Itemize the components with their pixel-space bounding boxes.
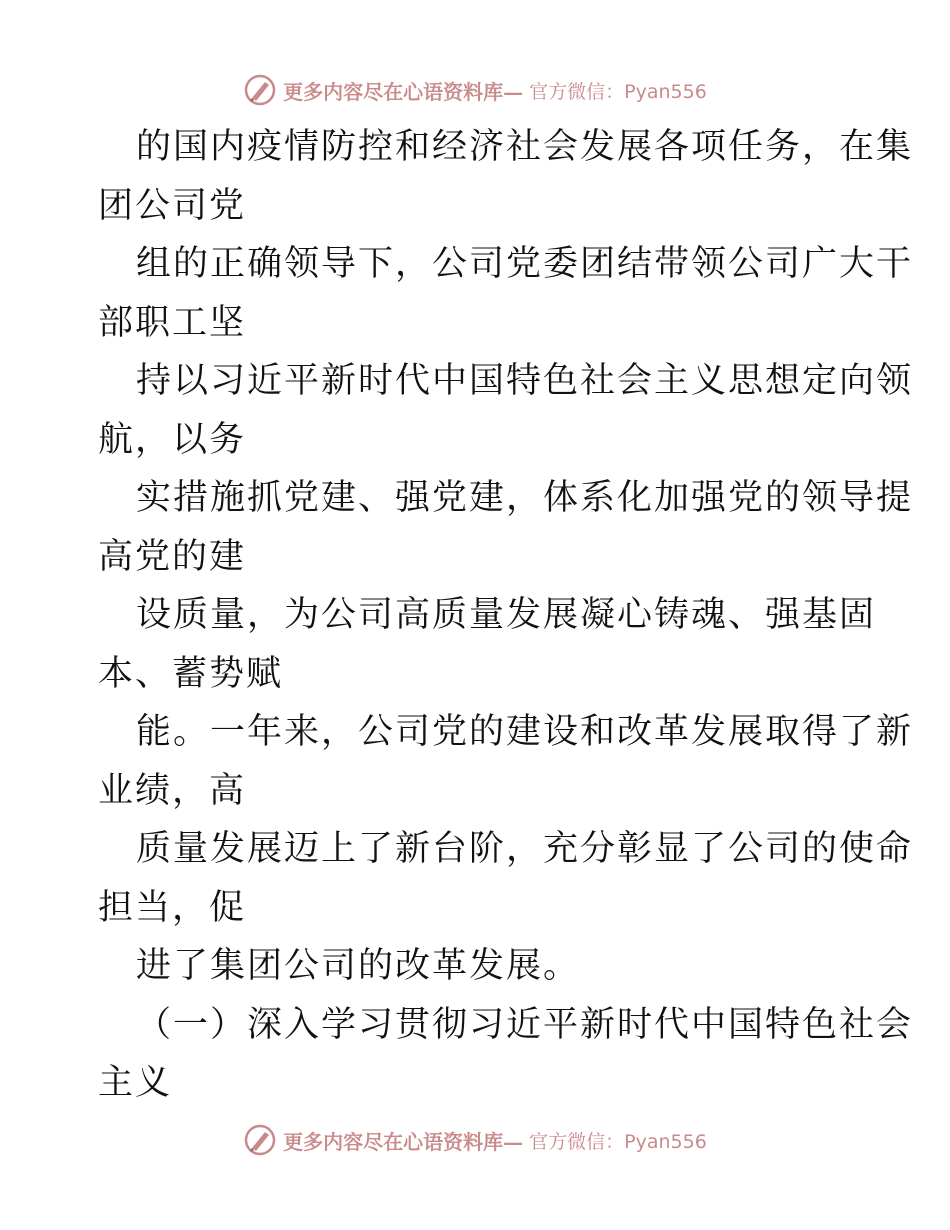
section-heading-line: （一）深入学习贯彻习近平新时代中国特色社会 [136,1004,914,1045]
footer-watermark [0,1120,950,1160]
text-line: 本、蓄势赋 [98,653,284,694]
header-watermark [0,70,950,110]
text-line: 业绩，高 [98,770,247,811]
text-line: 主义 [98,1063,173,1103]
text-line: 团公司党 [98,185,247,226]
text-line: 持以习近平新时代中国特色社会主义思想定向领 [136,361,914,401]
text-line: 进了集团公司的改革发展。 [136,946,581,986]
pen-logo-icon [243,1123,277,1157]
watermark-contact: 官方微信：Pyan556 [529,1130,707,1153]
text-line: 组的正确领导下，公司党委团结带领公司广大干 [136,244,914,284]
watermark-contact: 官方微信：Pyan556 [529,80,707,103]
text-line: 实措施抓党建、强党建，体系化加强党的领导提 [136,478,914,518]
text-line: 高党的建 [98,536,247,577]
text-line: 质量发展迈上了新台阶，充分彰显了公司的使命 [136,829,914,869]
text-line: 部职工坚 [98,302,247,343]
text-line: 的国内疫情防控和经济社会发展各项任务，在集 [136,127,914,167]
text-line: 担当，促 [98,887,247,928]
text-line: 设质量，为公司高质量发展凝心铸魂、强基固 [136,595,877,635]
watermark-text: 更多内容尽在心语资料库— [283,1129,524,1154]
document-body [98,118,914,1113]
text-line: 航，以务 [98,419,247,460]
text-line: 能。一年来，公司党的建设和改革发展取得了新 [136,712,914,752]
watermark-text: 更多内容尽在心语资料库— [283,79,524,104]
pen-logo-icon [243,73,277,107]
